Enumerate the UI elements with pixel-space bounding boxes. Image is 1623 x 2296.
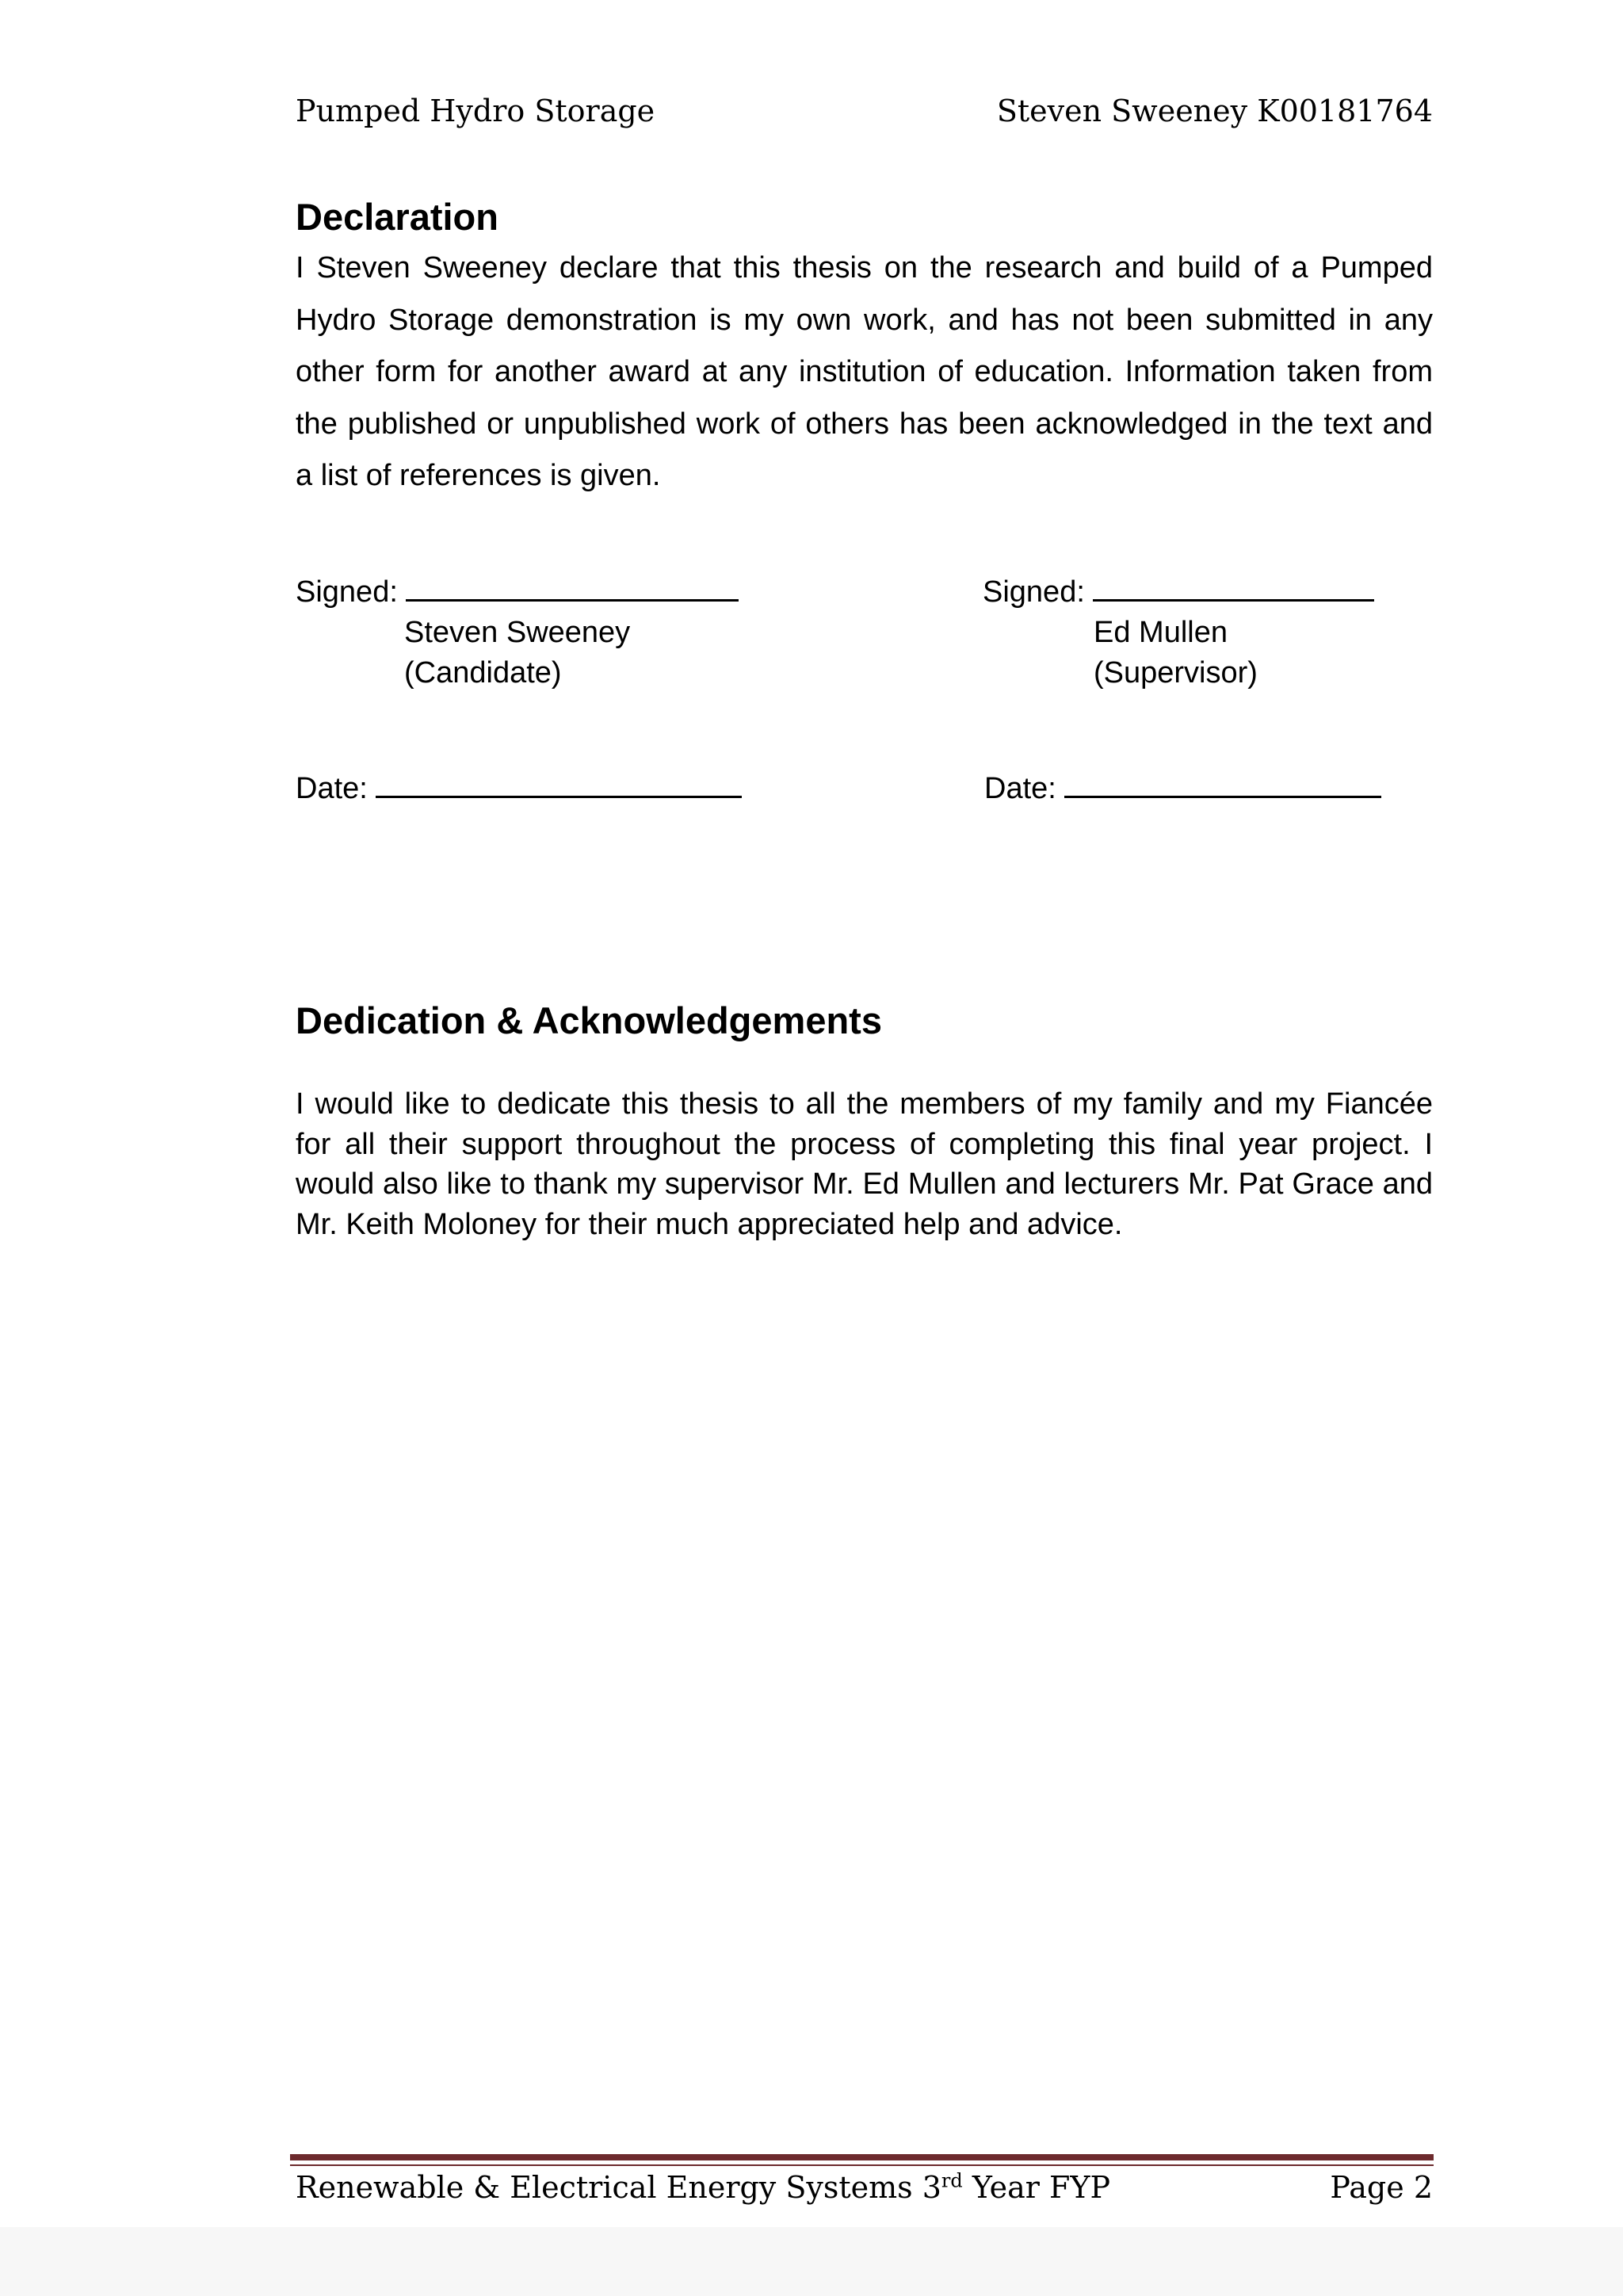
candidate-date-label: Date: <box>296 772 368 805</box>
declaration-heading: Declaration <box>296 196 498 238</box>
footer-course-prefix: Renewable & Electrical Energy Systems 3 <box>296 2170 941 2205</box>
candidate-signature-line <box>406 575 739 602</box>
page-bottom-shade <box>0 2227 1623 2296</box>
footer-rule-thick <box>290 2154 1434 2160</box>
candidate-date-line <box>376 772 742 798</box>
footer-page-number: Page 2 <box>1330 2170 1433 2205</box>
candidate-signed-row <box>296 572 739 613</box>
candidate-signature-block <box>296 572 739 693</box>
supervisor-role: (Supervisor) <box>1094 656 1258 690</box>
candidate-name: Steven Sweeney <box>404 616 631 649</box>
supervisor-signed-row <box>983 572 1374 613</box>
header-title: Pumped Hydro Storage <box>296 94 655 128</box>
footer-course-sup: rd <box>941 2169 963 2192</box>
supervisor-name: Ed Mullen <box>1094 616 1228 649</box>
supervisor-date-row <box>984 772 1381 806</box>
footer-course <box>296 2170 1110 2205</box>
candidate-signed-label: Signed: <box>296 575 398 609</box>
dedication-paragraph: I would like to dedicate this thesis to all the members of my family and my Fiancée for all their support throughout the process of completing this final year project. I would also like to thank my supervisor Mr. Ed Mullen and lecturers Mr. Pat Grace and Mr. Keith Moloney for their much appreciated help and advice. <box>296 1087 1433 1241</box>
supervisor-date-label: Date: <box>984 772 1056 805</box>
candidate-role: (Candidate) <box>404 656 562 690</box>
declaration-paragraph: I Steven Sweeney declare that this thesis on the research and build of a Pumped Hydro Storage demonstration is my own work, and has not been submitted in any other form for another award at any institution of education. Information taken from the published or unpublished work of others has been acknowledged in the text and a list of references is given. <box>296 251 1433 492</box>
supervisor-date-line <box>1064 772 1381 798</box>
supervisor-signature-line <box>1093 575 1374 602</box>
footer-rule-thin <box>290 2164 1434 2166</box>
header-author: Steven Sweeney K00181764 <box>996 94 1433 128</box>
candidate-date-row <box>296 772 742 806</box>
supervisor-signed-label: Signed: <box>983 575 1085 609</box>
dedication-heading: Dedication & Acknowledgements <box>296 999 882 1041</box>
supervisor-signature-block <box>983 572 1374 693</box>
footer-course-suffix: Year FYP <box>962 2170 1111 2205</box>
